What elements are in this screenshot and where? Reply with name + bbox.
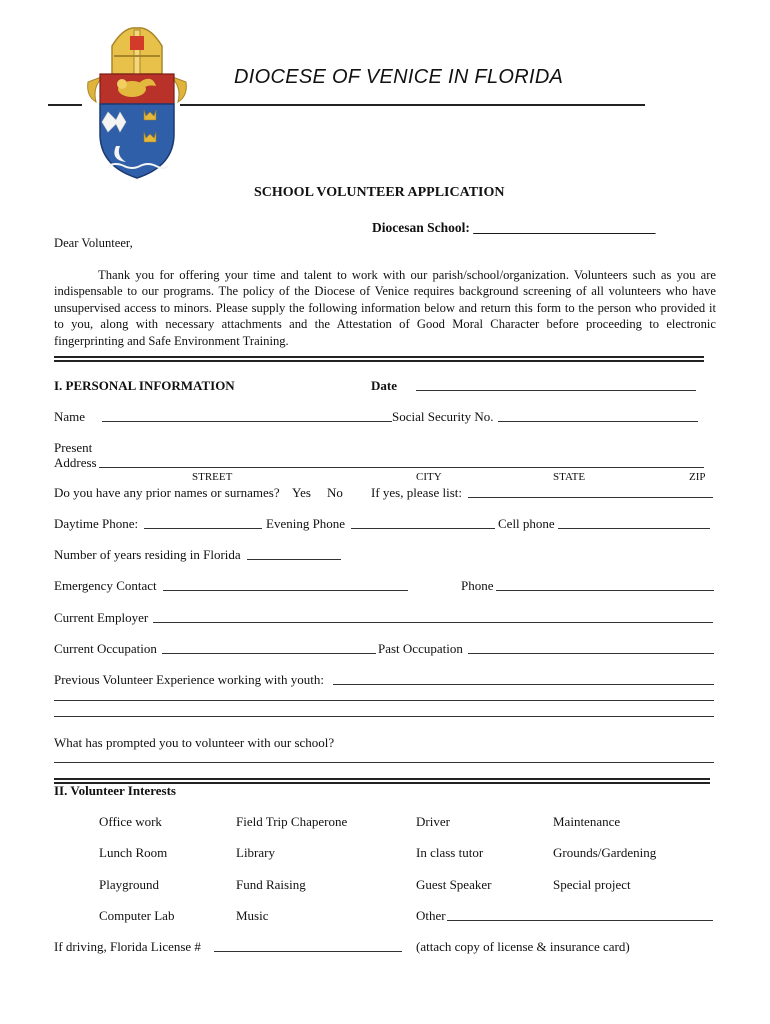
header-rule-left	[48, 104, 82, 106]
cell-phone-field[interactable]	[558, 528, 710, 529]
intro-text: Thank you for offering your time and talent to work with our parish/school/organization. Volunteers such as you are indispensable to our programs. The policy of the Diocese of Venice requires background screening of all volunteers who have unsupervised access to minors. Please supply the following information below and return this form to the person who provided it to you, along with necessary attachments and the Attestation of Good Moral Character before proceeding to electronic fingerprinting and Safe Environment Training.	[54, 268, 716, 348]
interest-option[interactable]: Music	[236, 908, 269, 923]
prompted-label: What has prompted you to volunteer with our school?	[54, 735, 335, 750]
interest-option[interactable]: Special project	[553, 877, 631, 892]
prior-names-question: Do you have any prior names or surnames?	[54, 485, 280, 500]
prior-names-no[interactable]: No	[327, 485, 343, 500]
ssn-field[interactable]	[498, 421, 698, 422]
name-label: Name	[54, 409, 86, 424]
previous-experience-field-3[interactable]	[54, 716, 714, 717]
prior-names-yes[interactable]: Yes	[292, 485, 311, 500]
years-florida-label: Number of years residing in Florida	[54, 547, 241, 562]
evening-phone-field[interactable]	[351, 528, 495, 529]
date-field[interactable]	[416, 390, 696, 391]
interest-option[interactable]: Library	[236, 845, 275, 860]
prompted-field[interactable]	[54, 762, 714, 763]
daytime-phone-label: Daytime Phone:	[54, 516, 139, 531]
date-label: Date	[371, 378, 397, 393]
previous-experience-field-1[interactable]	[333, 684, 714, 685]
current-employer-field[interactable]	[153, 622, 713, 623]
previous-experience-label: Previous Volunteer Experience working with youth:	[54, 672, 324, 687]
zip-label: ZIP	[689, 471, 706, 483]
evening-phone-label: Evening Phone	[266, 516, 346, 531]
cell-phone-label: Cell phone	[498, 516, 555, 531]
past-occupation-label: Past Occupation	[378, 641, 463, 656]
current-employer-label: Current Employer	[54, 610, 149, 625]
prior-names-field[interactable]	[468, 497, 713, 498]
interest-option[interactable]: Driver	[416, 814, 450, 829]
address-label: Address	[54, 455, 97, 470]
address-field[interactable]	[99, 467, 704, 468]
if-yes-label: If yes, please list:	[371, 485, 462, 500]
interest-option[interactable]: Computer Lab	[99, 908, 175, 923]
other-interest-field[interactable]	[447, 920, 713, 921]
interest-option[interactable]: Lunch Room	[99, 845, 168, 860]
city-label: CITY	[416, 471, 442, 483]
section-divider	[54, 356, 704, 358]
interest-option[interactable]: Maintenance	[553, 814, 621, 829]
state-label: STATE	[553, 471, 586, 483]
header-rule-right	[180, 104, 645, 106]
street-label: STREET	[192, 471, 233, 483]
interest-option[interactable]: Field Trip Chaperone	[236, 814, 348, 829]
interest-option[interactable]: Other	[416, 908, 446, 923]
interest-option[interactable]: Guest Speaker	[416, 877, 492, 892]
interest-option[interactable]: Fund Raising	[236, 877, 306, 892]
greeting: Dear Volunteer,	[54, 236, 133, 250]
years-florida-field[interactable]	[247, 559, 341, 560]
current-occupation-field[interactable]	[162, 653, 376, 654]
license-label: If driving, Florida License #	[54, 939, 201, 954]
past-occupation-field[interactable]	[468, 653, 714, 654]
interest-option[interactable]: Office work	[99, 814, 162, 829]
present-label: Present	[54, 440, 93, 455]
personal-info-heading: I. PERSONAL INFORMATION	[54, 378, 235, 393]
emergency-contact-field[interactable]	[163, 590, 408, 591]
diocese-crest-icon	[82, 26, 192, 180]
org-name: DIOCESE OF VENICE IN FLORIDA	[234, 66, 564, 88]
license-field[interactable]	[214, 951, 402, 952]
previous-experience-field-2[interactable]	[54, 700, 714, 701]
diocesan-school-field[interactable]: Diocesan School: ___________________________	[372, 220, 656, 235]
intro-paragraph	[54, 267, 716, 349]
section-divider-2	[54, 360, 704, 362]
emergency-contact-label: Emergency Contact	[54, 578, 157, 593]
interests-heading-text: . Volunteer Interests	[64, 783, 176, 798]
license-note: (attach copy of license & insurance card)	[416, 939, 630, 954]
interest-option[interactable]: In class tutor	[416, 845, 484, 860]
interest-option[interactable]: Grounds/Gardening	[553, 845, 657, 860]
volunteer-interests-heading	[54, 783, 176, 799]
form-title: SCHOOL VOLUNTEER APPLICATION	[254, 185, 505, 200]
ssn-label: Social Security No.	[392, 409, 494, 424]
emergency-phone-field[interactable]	[496, 590, 714, 591]
emergency-phone-label: Phone	[461, 578, 494, 593]
interest-option[interactable]: Playground	[99, 877, 159, 892]
current-occupation-label: Current Occupation	[54, 641, 157, 656]
section-divider-3	[54, 778, 710, 780]
name-field[interactable]	[102, 421, 392, 422]
interests-heading-num: II	[54, 783, 65, 798]
daytime-phone-field[interactable]	[144, 528, 262, 529]
